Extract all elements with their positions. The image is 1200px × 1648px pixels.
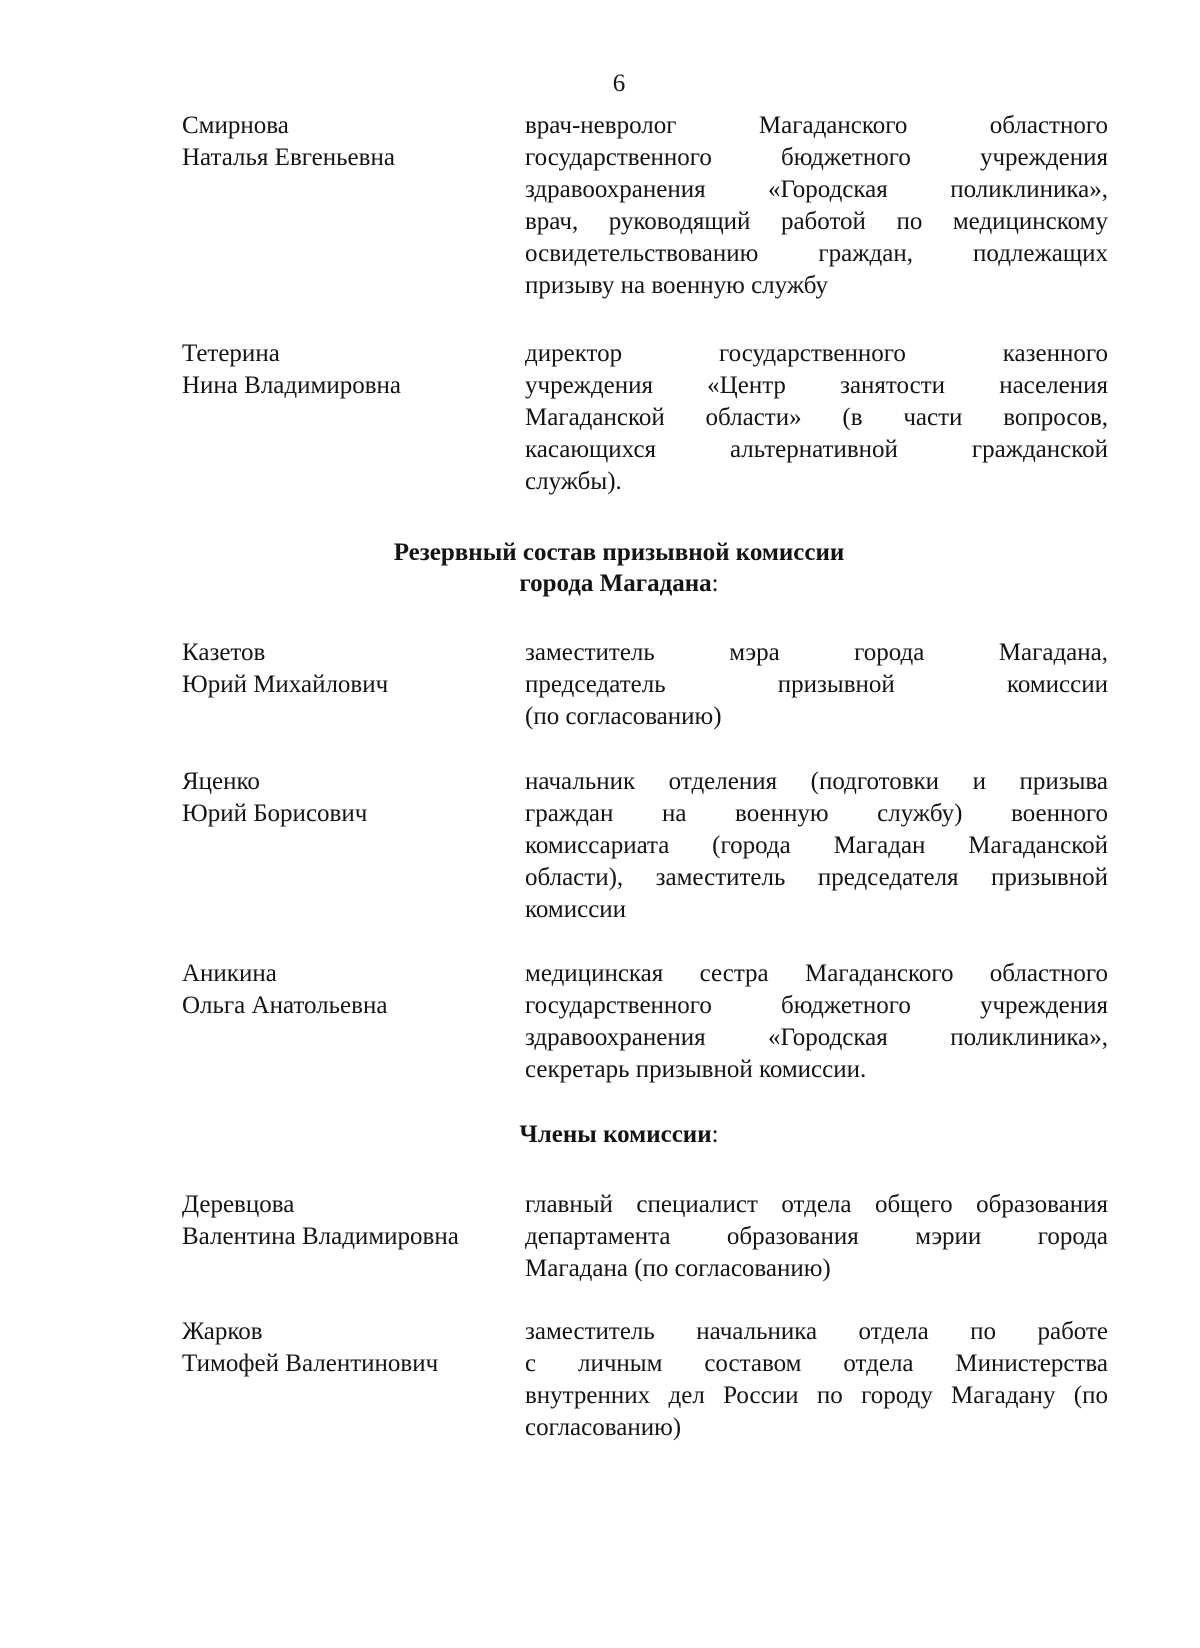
position-line: заместитель мэра города Магадана, [525,639,1108,666]
position-line: учреждения «Центр занятости населения [525,372,1108,399]
member-name [182,110,502,174]
heading-line [0,1119,1200,1150]
position-line: государственного бюджетного учреждения [525,144,1108,171]
member-given-names: Юрий Михайлович [182,671,389,698]
position-line: директор государственного казенного [525,340,1108,367]
position-line: здравоохранения «Городская поликлиника», [525,1024,1108,1051]
position-line: секретарь призывной комиссии. [525,1056,867,1083]
heading-colon: : [711,570,719,597]
position-line: (по согласованию) [525,703,722,730]
member-surname: Яценко [182,768,260,795]
member-name [182,338,502,402]
member-position [525,110,1108,302]
heading-line [0,568,1200,599]
member-position [525,766,1108,926]
heading-line-text: города Магадана [519,570,712,597]
member-surname: Аникина [182,960,277,987]
position-line: Магадана (по согласованию) [525,1255,831,1282]
member-given-names: Ольга Анатольевна [182,992,388,1019]
member-name [182,766,502,830]
page-number: 6 [612,70,626,97]
position-line: внутренних дел России по городу Магадану (по [525,1382,1108,1409]
reserve-composition-heading [0,537,1200,599]
position-line: врач-невролог Магаданского областного [525,112,1108,139]
member-position [525,637,1108,733]
member-given-names: Юрий Борисович [182,800,368,827]
members-heading [0,1119,1200,1150]
member-given-names: Наталья Евгеньевна [182,144,395,171]
position-line: комиссариата (города Магадан Магаданской [525,832,1108,859]
position-line: касающихся альтернативной гражданской [525,436,1108,463]
member-name [182,637,502,701]
member-given-names: Тимофей Валентинович [182,1350,439,1377]
position-line: комиссии [525,896,627,923]
position-line: медицинская сестра Магаданского областного [525,960,1108,987]
member-surname: Жарков [182,1318,263,1345]
position-line: призыву на военную службу [525,272,829,299]
member-name [182,1189,502,1253]
position-line: Магаданской области» (в части вопросов, [525,404,1108,431]
position-line: согласованию) [525,1414,682,1441]
member-given-names: Нина Владимировна [182,372,401,399]
position-line: области), заместитель председателя призывной [525,864,1108,891]
member-name [182,1316,502,1380]
position-line: граждан на военную службу) военного [525,800,1108,827]
member-given-names: Валентина Владимировна [182,1223,459,1250]
member-position [525,1316,1108,1444]
member-name [182,958,502,1022]
position-line: главный специалист отдела общего образования [525,1191,1108,1218]
heading-colon: : [711,1121,719,1148]
member-surname: Деревцова [182,1191,295,1218]
position-line: государственного бюджетного учреждения [525,992,1108,1019]
member-surname: Тетерина [182,340,280,367]
position-line: заместитель начальника отдела по работе [525,1318,1108,1345]
position-line: начальник отделения (подготовки и призыва [525,768,1108,795]
member-surname: Казетов [182,639,266,666]
member-surname: Смирнова [182,112,289,139]
member-position [525,1189,1108,1285]
position-line: службы). [525,468,622,495]
position-line: врач, руководящий работой по медицинскому [525,208,1108,235]
position-line: председатель призывной комиссии [525,671,1108,698]
position-line: здравоохранения «Городская поликлиника», [525,176,1108,203]
member-position [525,958,1108,1086]
position-line: освидетельствованию граждан, подлежащих [525,240,1108,267]
heading-line-text: Члены комиссии [519,1121,712,1148]
member-position [525,338,1108,498]
heading-line: Резервный состав призывной комиссии [393,539,845,566]
position-line: департамента образования мэрии города [525,1223,1108,1250]
position-line: с личным составом отдела Министерства [525,1350,1108,1377]
